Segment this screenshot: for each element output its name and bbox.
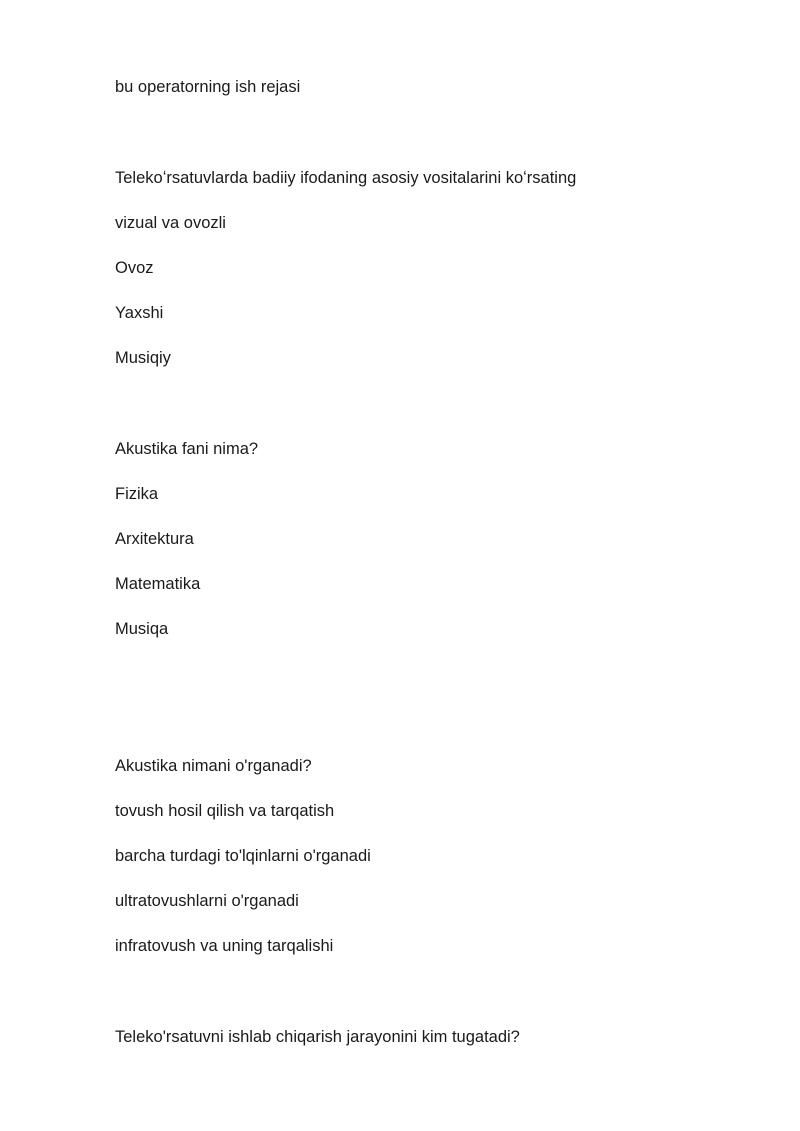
answer-option: Musiqa [115,620,169,638]
answer-option: Musiqiy [115,349,171,367]
answer-option: bu operatorning ish rejasi [115,78,301,96]
answer-option: Fizika [115,485,159,503]
answer-option: Ovoz [115,259,154,277]
answer-option: infratovush va uning tarqalishi [115,937,334,955]
question-text: Telekoʻrsatuvlarda badiiy ifodaning asosiy vositalarini koʻrsating [115,169,577,187]
answer-option: ultratovushlarni o'rganadi [115,892,299,910]
question-text: Teleko'rsatuvni ishlab chiqarish jarayonini kim tugatadi? [115,1028,520,1046]
answer-option: tovush hosil qilish va tarqatish [115,802,335,820]
answer-option: Matematika [115,575,201,593]
question-text: Akustika fani nima? [115,440,259,458]
answer-option: vizual va ovozli [115,214,226,232]
answer-option: barcha turdagi to'lqinlarni o'rganadi [115,847,371,865]
answer-option: Yaxshi [115,304,164,322]
question-text: Akustika nimani o'rganadi? [115,757,312,775]
answer-option: Arxitektura [115,530,194,548]
